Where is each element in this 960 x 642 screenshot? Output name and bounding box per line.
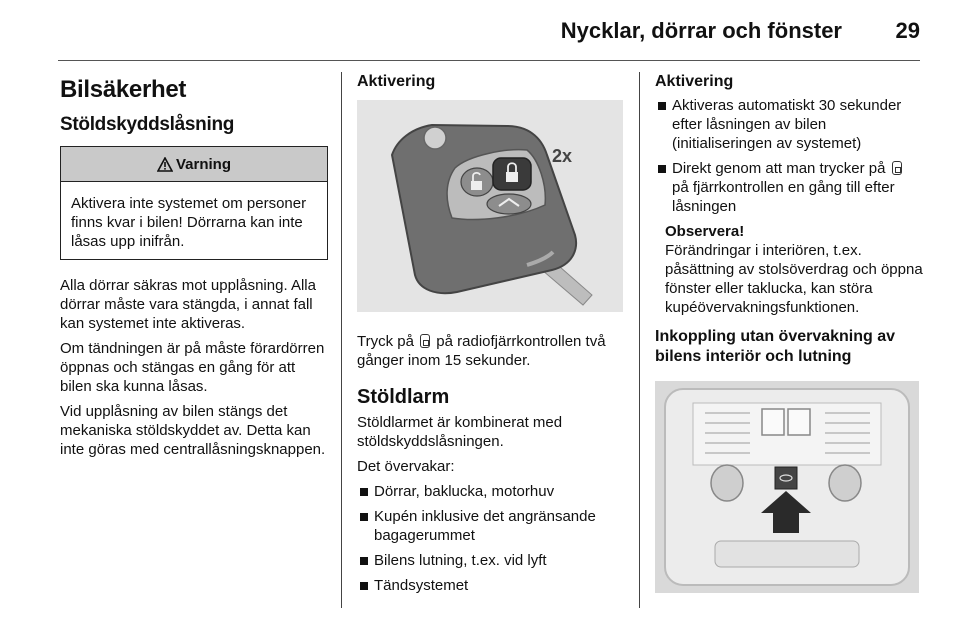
subsection-heading: Aktivering [655, 73, 734, 90]
lock-button-icon [420, 334, 430, 348]
note [655, 222, 923, 317]
section-heading: Stöldlarm [357, 386, 450, 408]
section-heading: Bilsäkerhet [60, 76, 187, 103]
bullet-icon [360, 488, 368, 496]
note-text: Förändringar i interiören, t.ex. påsättning av stolsöverdrag och öppna fönster eller taklucka, kan störa kupéövervakningsfunktionen. [665, 242, 923, 316]
bullet-icon [658, 165, 666, 173]
bullet-icon [658, 102, 666, 110]
subsection-heading: Stöldskyddslåsning [60, 114, 235, 135]
bullet-icon [360, 557, 368, 565]
note-label: Observera! [665, 223, 745, 240]
lock-button-icon [892, 161, 902, 175]
warning-text: Aktivera inte systemet om personer finns kvar i bilen! Dörrarna kan inte låsas upp inifrån. [71, 195, 307, 250]
list-item: Kupén inklusive det angränsande bagagerummet [357, 507, 625, 545]
bullet-pre: Direkt genom att man trycker på [672, 160, 886, 177]
bullet-icon [360, 582, 368, 590]
header-title: Nycklar, dörrar och fönster [560, 18, 842, 43]
bullet-icon [360, 513, 368, 521]
list-item [655, 159, 923, 216]
caption-pre: Tryck på [357, 333, 414, 350]
activation-list [655, 96, 923, 216]
caption [357, 332, 625, 370]
column-divider [639, 72, 640, 608]
list-item: Bilens lutning, t.ex. vid lyft [357, 551, 625, 570]
section-heading: Inkoppling utan övervakning av bilens interiör och lutning [655, 328, 896, 365]
overhead-console-image [655, 381, 919, 593]
column-divider [341, 72, 342, 608]
page-number: 29 [895, 18, 920, 43]
list-item: Tändsystemet [357, 576, 625, 595]
warning-body [61, 182, 327, 259]
paragraph: Det övervakar: [357, 458, 455, 475]
column-2 [357, 72, 625, 601]
header-rule [58, 60, 920, 61]
column-3 [655, 72, 923, 593]
paragraph: Alla dörrar säkras mot upplåsning. Alla dörrar måste vara stängda, i annat fall kan systemet inte aktiveras. [60, 277, 316, 332]
warning-box [60, 146, 328, 260]
monitored-list [357, 482, 625, 595]
warning-triangle-icon [157, 157, 173, 172]
subsection-heading: Aktivering [357, 73, 436, 90]
paragraph: Stöldlarmet är kombinerat med stöldskyddslåsningen. [357, 414, 563, 450]
key-fob-icon [357, 100, 623, 312]
bullet-post: på fjärrkontrollen en gång till efter låsningen [672, 179, 895, 215]
overhead-console-icon [655, 381, 919, 593]
warning-label: Varning [175, 155, 231, 173]
press-count-label: 2x [552, 146, 573, 166]
page-header [0, 0, 960, 62]
list-item: Aktiveras automatiskt 30 sekunder efter låsningen av bilen (initialiseringen av systemet) [655, 96, 923, 153]
paragraph: Vid upplåsning av bilen stängs det mekaniska stöldskyddet av. Detta kan inte göras med centrallåsningsknappen. [60, 403, 326, 458]
column-1 [60, 72, 328, 465]
caption-post: på radiofjärrkontrollen två gånger inom 15 sekunder. [357, 333, 606, 369]
key-fob-image [357, 100, 623, 312]
paragraph: Om tändningen är på måste förardörren öppnas och stängas en gång för att bilen ska kunna låsas. [60, 340, 325, 395]
list-item: Dörrar, baklucka, motorhuv [357, 482, 625, 501]
warning-header [61, 147, 327, 182]
